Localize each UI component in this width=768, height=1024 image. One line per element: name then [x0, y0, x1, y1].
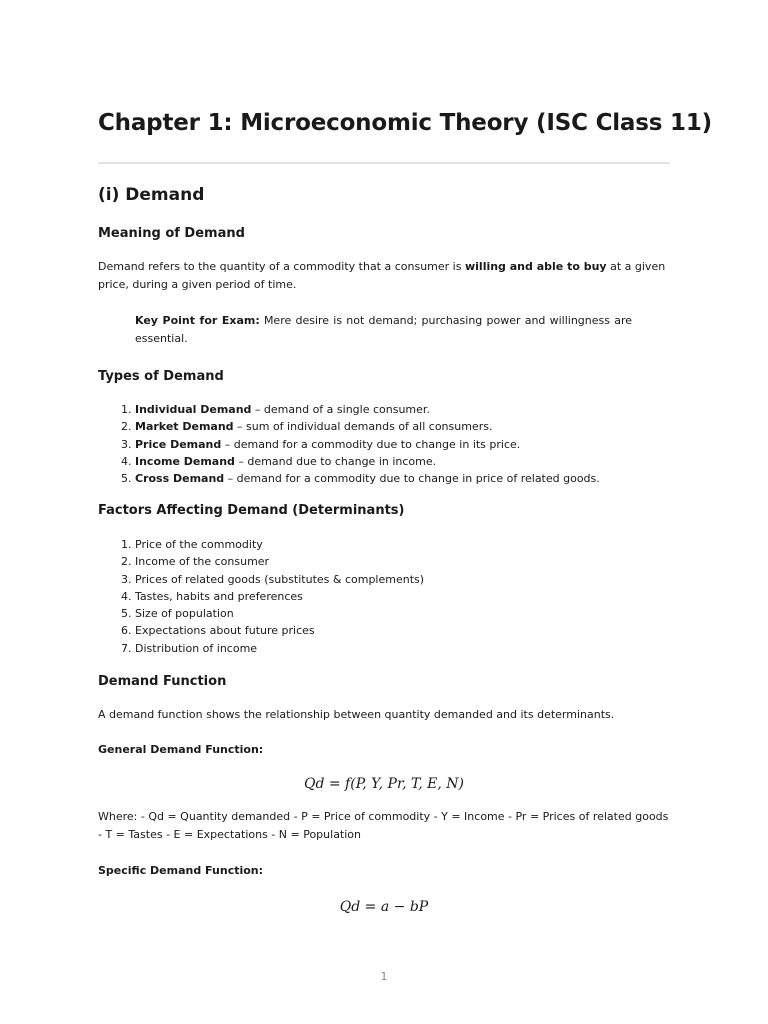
types-heading: Types of Demand	[98, 369, 224, 384]
list-item-term: Price Demand	[135, 437, 222, 451]
list-item: 4. Tastes, habits and preferences	[135, 588, 424, 605]
types-list	[98, 401, 600, 487]
meaning-text: Demand refers to the quantity of a commodity that a consumer is	[98, 260, 465, 273]
list-item	[135, 470, 600, 487]
list-item: 7. Distribution of income	[135, 640, 424, 657]
specific-function-heading: Specific Demand Function:	[98, 864, 264, 877]
list-item-desc: – demand for a commodity due to change in its price.	[221, 437, 521, 451]
specific-formula: Qd = a − bP	[339, 899, 429, 915]
general-formula: Qd = f(P, Y, Pr, T, E, N)	[303, 776, 465, 792]
list-item-desc: – demand for a commodity due to change in price of related goods.	[224, 472, 600, 486]
title-divider	[98, 162, 670, 164]
list-item	[135, 453, 600, 470]
general-function-heading: General Demand Function:	[98, 743, 264, 756]
list-item-desc: – demand of a single consumer.	[251, 403, 430, 416]
list-item-term: Individual Demand	[135, 403, 252, 416]
list-item-term: Income Demand	[135, 454, 235, 468]
key-point-label: Key Point for Exam:	[135, 314, 260, 327]
demand-function-heading: Demand Function	[98, 674, 227, 689]
key-point-note	[135, 312, 632, 347]
list-item: 5. Size of population	[135, 605, 424, 622]
list-item: 3. Prices of related goods (substitutes & complements)	[135, 571, 424, 588]
meaning-heading: Meaning of Demand	[98, 226, 245, 241]
list-item-term: Cross Demand	[135, 472, 225, 486]
list-item: 2. Income of the consumer	[135, 553, 424, 570]
factors-list	[98, 536, 424, 657]
meaning-bold-text: willing and able to buy	[464, 260, 607, 273]
factors-heading: Factors Affecting Demand (Determinants)	[98, 503, 405, 518]
meaning-paragraph	[98, 258, 670, 293]
list-item	[135, 436, 600, 453]
where-text: Where: - Qd = Quantity demanded - P = Price of commodity - Y = Income - Pr = Prices of related goods - T = Tastes - E = Expectations - N = Population	[98, 810, 669, 841]
list-item-desc: – demand due to change in income.	[234, 454, 437, 468]
list-item	[135, 418, 600, 435]
chapter-title: Chapter 1: Microeconomic Theory (ISC Class 11)	[98, 110, 712, 136]
demand-function-text: A demand function shows the relationship between quantity demanded and its determinants.	[98, 708, 615, 721]
list-item-term: Market Demand	[135, 420, 234, 434]
list-item-desc: – sum of individual demands of all consumers.	[233, 420, 493, 434]
list-item: 1. Price of the commodity	[135, 536, 424, 553]
list-item	[135, 401, 600, 418]
page-number: 1	[380, 970, 388, 983]
meaning-text-end: at a given price, during a given period of time.	[98, 260, 666, 291]
list-item: 6. Expectations about future prices	[135, 622, 424, 639]
key-point-text: Mere desire is not demand; purchasing power and willingness are essential.	[135, 314, 632, 345]
section-heading: (i) Demand	[98, 185, 205, 205]
